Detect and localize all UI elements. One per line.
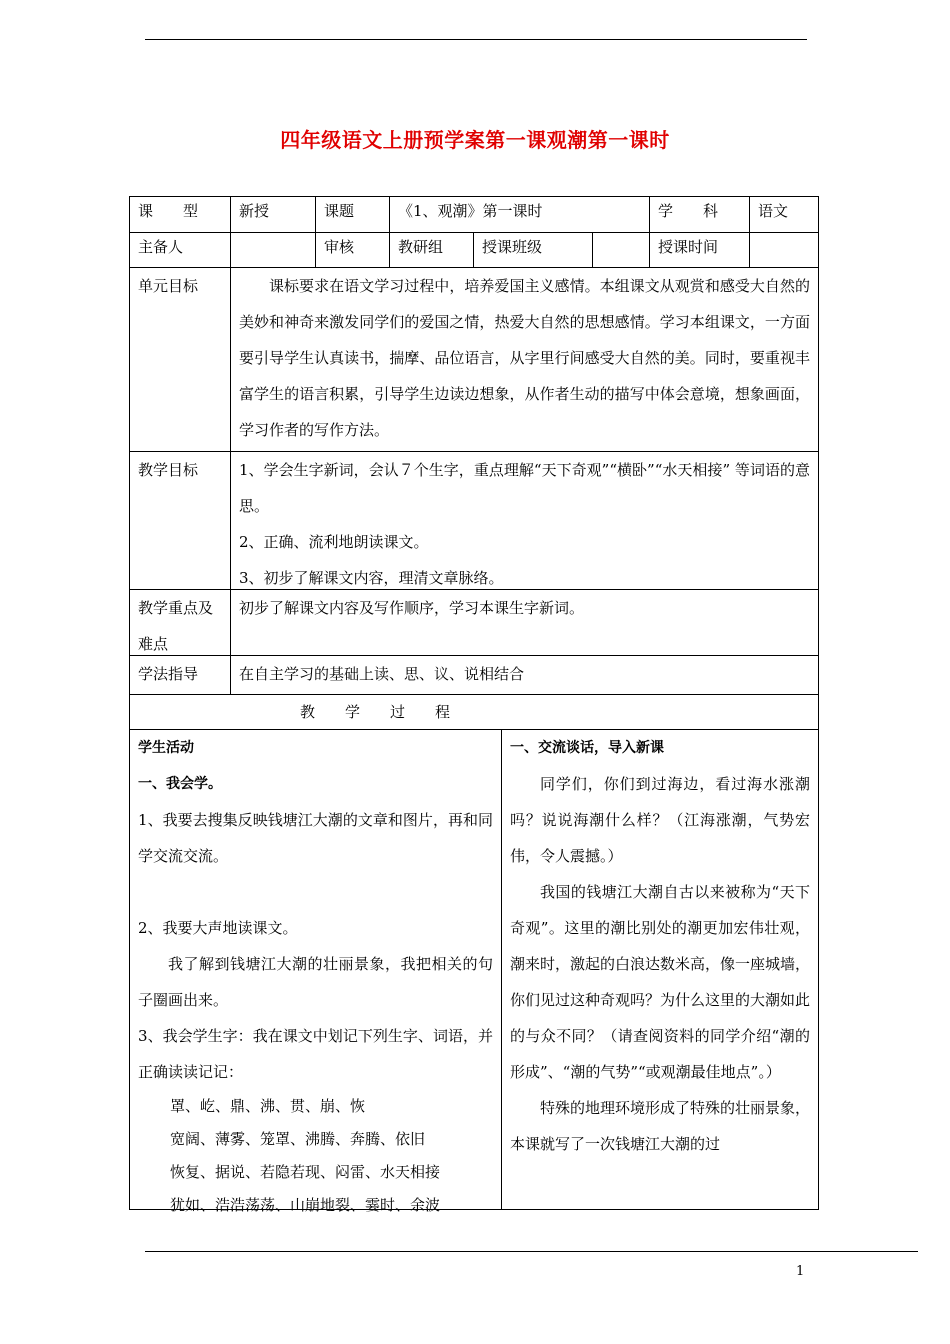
- unit-goal-paragraph: 课标要求在语文学习过程中，培养爱国主义感情。本组课文从观赏和感受大自然的美妙和神奇来激发同学们的爱国之情，热爱大自然的思想感情。学习本组课文，一方面要引导学生认真读书，揣摩、品位语言，从字里行间感受大自然的美。同时，要重视丰富学生的语言积累，引导学生边读边想象，从作者生动的描写中体会意境，想象画面，学习作者的写作方法。: [239, 277, 810, 439]
- cell-preparer-value: [230, 232, 316, 268]
- value-text: 语文: [758, 202, 789, 220]
- label-text: 审核: [324, 238, 355, 256]
- teaching-goal-item-2: 2、正确、流利地朗读课文。: [239, 533, 429, 551]
- guidance-paragraph-3: 特殊的地理环境形成了特殊的壮丽景象，本课就写了一次钱塘江大潮的过: [510, 1099, 811, 1153]
- cell-method-text: [230, 655, 819, 695]
- label-text: 教学目标: [138, 461, 199, 479]
- cell-subject-value: [749, 196, 819, 233]
- label-text: 授课时间: [658, 238, 719, 256]
- student-activity-column: [129, 729, 502, 1214]
- cell-class-label: [473, 232, 593, 268]
- cell-topic-label: [315, 196, 390, 233]
- word-line-1: 罩、屹、鼎、沸、贯、崩、恢: [170, 1097, 366, 1115]
- label-text: 单元目标: [138, 277, 199, 295]
- cell-unit-goal-label: [129, 267, 231, 452]
- cell-class-value: [592, 232, 650, 268]
- label-text: 学 科: [658, 202, 719, 220]
- cell-subject-label: [649, 196, 750, 233]
- guidance-paragraph-1: 同学们，你们到过海边，看过海水涨潮吗？说说海潮什么样？（江海涨潮，气势宏伟，令人震撼。）: [510, 775, 810, 865]
- cell-type-label: [129, 196, 231, 233]
- label-text: 学法指导: [138, 665, 199, 683]
- document-title: 四年级语文上册预学案第一课观潮第一课时: [280, 128, 670, 152]
- page-number: 1: [796, 1264, 805, 1279]
- teaching-goal-item-1: 1、学会生字新词，会认７个生字，重点理解“天下奇观”“横卧”“水天相接” 等词语的意思。: [239, 461, 810, 515]
- section-heading: 一、我会学。: [138, 776, 222, 792]
- word-line-3: 恢复、据说、若隐若现、闷雷、水天相接: [170, 1163, 441, 1181]
- cell-topic-value: [389, 196, 650, 233]
- value-text: 教研组: [398, 238, 444, 256]
- word-line-2: 宽阔、薄雾、笼罩、沸腾、奔腾、依旧: [170, 1130, 426, 1148]
- cell-review-label: [315, 232, 390, 268]
- key-points-text: 初步了解课文内容及写作顺序，学习本课生字新词。: [239, 599, 585, 617]
- label-text: 教学重点及难点: [138, 599, 214, 653]
- activity-item-1: 1、我要去搜集反映钱塘江大潮的文章和图片，再和同学交流交流。: [138, 811, 493, 865]
- label-text: 课 型: [138, 202, 199, 220]
- activity-item-2: 2、我要大声地读课文。: [138, 919, 298, 937]
- cell-type-value: [230, 196, 316, 233]
- cell-key-points-text: [230, 589, 819, 656]
- cell-key-points-label: [129, 589, 231, 656]
- process-heading: 教 学 过 程: [300, 703, 451, 721]
- label-text: 课题: [324, 202, 355, 220]
- cell-method-label: [129, 655, 231, 695]
- spacer: [138, 874, 493, 910]
- process-heading-row: [129, 694, 819, 730]
- cell-preparer-label: [129, 232, 231, 268]
- value-text: 新授: [239, 202, 270, 220]
- teaching-goal-item-3: 3、初步了解课文内容，理清文章脉络。: [239, 569, 504, 587]
- header-rule: [145, 39, 807, 40]
- cell-review-value: [389, 232, 474, 268]
- cell-teaching-goal-text: [230, 451, 819, 590]
- value-text: 《1、观潮》第一课时: [398, 202, 543, 220]
- cell-time-label: [649, 232, 750, 268]
- guidance-paragraph-2: 我国的钱塘江大潮自古以来被称为“天下奇观”。这里的潮比别处的潮更加宏伟壮观，潮来时，激起的白浪达数米高，像一座城墙，你们见过这种奇观吗？为什么这里的大潮如此的与众不同？（请查阅资料的同学介绍“潮的形成”、“潮的气势”“或观潮最佳地点”。）: [510, 883, 811, 1081]
- word-line-4: 犹如、浩浩荡荡、山崩地裂、霎时、余波: [170, 1196, 441, 1214]
- teacher-guidance-column: [501, 729, 819, 1210]
- cell-unit-goal-text: [230, 267, 819, 452]
- cell-teaching-goal-label: [129, 451, 231, 590]
- label-text: 主备人: [138, 238, 184, 256]
- guidance-title: 一、交流谈话，导入新课: [510, 740, 664, 756]
- activity-item-2-detail: 我了解到钱塘江大潮的壮丽景象，我把相关的句子圈画出来。: [138, 955, 493, 1009]
- method-text: 在自主学习的基础上读、思、议、说相结合: [239, 665, 525, 683]
- label-text: 授课班级: [482, 238, 543, 256]
- student-activity-title: 学生活动: [138, 740, 194, 756]
- cell-time-value: [749, 232, 819, 268]
- activity-item-3: 3、我会学生字：我在课文中划记下列生字、词语，并正确读读记记：: [138, 1027, 493, 1081]
- footer-rule: [145, 1251, 918, 1252]
